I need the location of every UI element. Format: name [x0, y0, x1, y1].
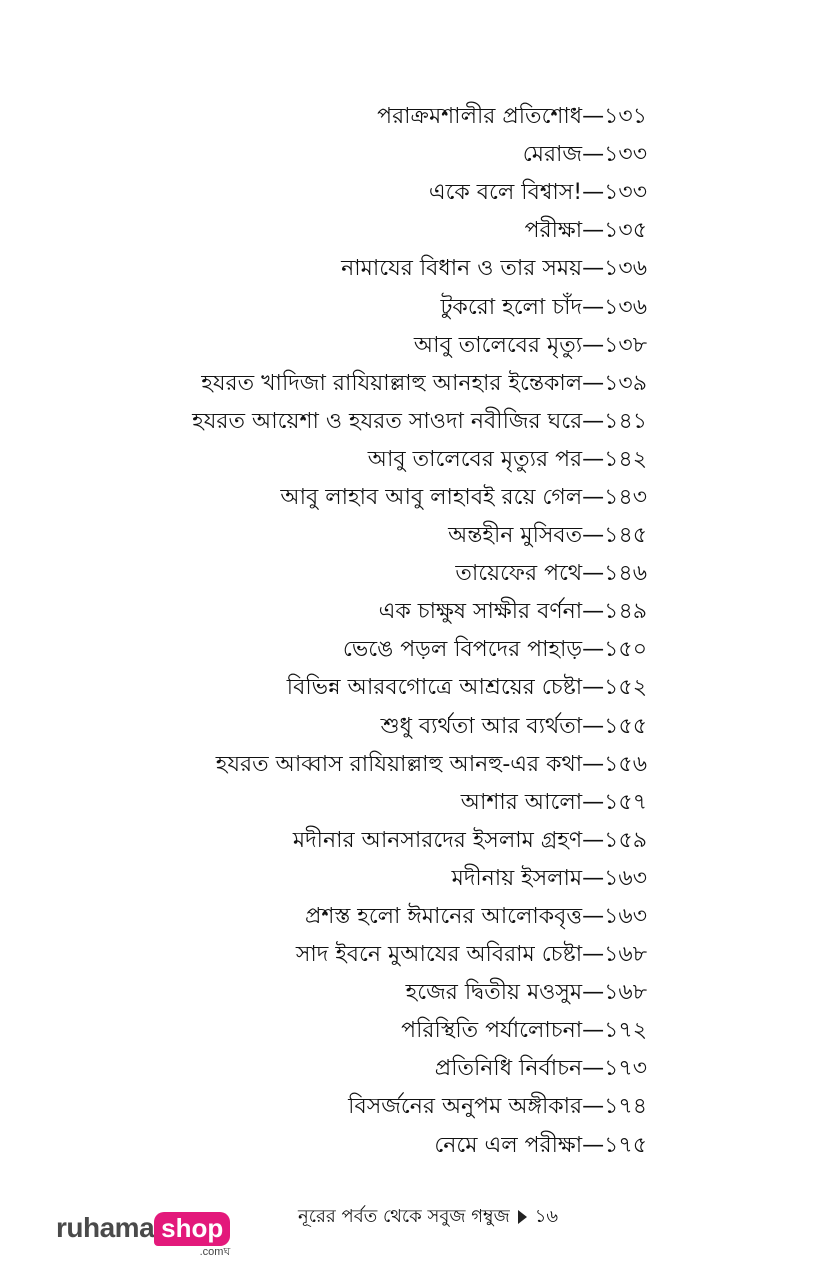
toc-entry — [87, 974, 647, 1012]
toc-entry-title: বিসর্জনের অনুপম অঙ্গীকার — [348, 1094, 583, 1120]
toc-entry — [87, 327, 647, 365]
toc-entry — [87, 555, 647, 593]
toc-entry — [87, 1012, 647, 1050]
toc-entry-title: হযরত খাদিজা রাযিয়াল্লাহু আনহার ইন্তেকাল — [201, 370, 583, 396]
toc-entry — [87, 136, 647, 174]
toc-entry — [87, 784, 647, 822]
toc-entry-title: হযরত আব্বাস রাযিয়াল্লাহু আনহু-এর কথা — [215, 751, 583, 777]
toc-entry — [87, 1088, 647, 1126]
toc-entry-dash: — — [582, 789, 605, 815]
logo-domain-suffix: .com — [199, 1246, 224, 1258]
toc-entry — [87, 631, 647, 669]
toc-entry-title: আবু তালেবের মৃত্যু — [413, 332, 583, 358]
toc-entry — [87, 365, 647, 403]
toc-entry-dash: — — [582, 446, 605, 472]
toc-entry-title: হযরত আয়েশা ও হযরত সাওদা নবীজির ঘরে — [192, 408, 583, 434]
logo-text-shop: shop — [154, 1212, 230, 1246]
toc-entry — [87, 708, 647, 746]
toc-entry — [87, 517, 647, 555]
toc-entry-page: ১৪৩ — [604, 484, 647, 510]
toc-entry-dash: — — [582, 865, 605, 891]
toc-entry-page: ১৭৪ — [604, 1094, 647, 1120]
toc-entry-dash: — — [582, 1132, 605, 1158]
toc-entry-dash: — — [582, 370, 605, 396]
toc-entry-page: ১৪৫ — [604, 523, 647, 549]
toc-entry-dash: — — [582, 1018, 605, 1044]
running-footer — [298, 1202, 558, 1232]
toc-entry-page: ১৪২ — [604, 446, 647, 472]
toc-entry-page: ১৩১ — [604, 104, 647, 130]
toc-entry — [87, 212, 647, 250]
toc-entry-title: ভেঙে পড়ল বিপদের পাহাড় — [342, 637, 583, 663]
toc-entry-page: ১৪৯ — [604, 599, 647, 625]
toc-entry — [87, 98, 647, 136]
toc-entry-page: ১৭২ — [604, 1018, 647, 1044]
toc-entry-title: মদীনার আনসারদের ইসলাম গ্রহণ — [292, 827, 583, 853]
logo-domain — [200, 1246, 231, 1258]
toc-entry-dash: — — [582, 523, 605, 549]
table-of-contents — [87, 98, 647, 1165]
toc-entry-page: ১৪৬ — [604, 561, 647, 587]
toc-entry — [87, 746, 647, 784]
toc-entry-title: বিভিন্ন আরবগোত্রে আশ্রয়ের চেষ্টা — [286, 675, 583, 701]
toc-entry-page: ১৬৩ — [604, 865, 647, 891]
triangle-right-icon — [518, 1210, 527, 1224]
toc-entry-page: ১৭৫ — [604, 1132, 647, 1158]
toc-entry-title: সাদ ইবনে মুআযের অবিরাম চেষ্টা — [295, 942, 583, 968]
toc-entry-dash: — — [582, 256, 605, 282]
toc-entry-dash: — — [582, 751, 605, 777]
toc-entry-dash: — — [582, 980, 605, 1006]
toc-entry-title: প্রতিনিধি নির্বাচন — [434, 1056, 583, 1082]
toc-entry-dash: — — [582, 180, 605, 206]
toc-entry — [87, 898, 647, 936]
toc-entry — [87, 669, 647, 707]
toc-entry-page: ১৬৮ — [604, 942, 647, 968]
toc-entry — [87, 936, 647, 974]
toc-entry-dash: — — [582, 827, 605, 853]
toc-entry-page: ১৫০ — [604, 637, 647, 663]
toc-entry — [87, 288, 647, 326]
toc-entry-page: ১৬৮ — [604, 980, 647, 1006]
toc-entry — [87, 250, 647, 288]
toc-entry-page: ১৫৬ — [604, 751, 647, 777]
toc-entry-page: ১৪১ — [604, 408, 647, 434]
logo-domain-glyph: ঘ — [223, 1246, 231, 1258]
toc-entry-page: ১৩৫ — [604, 218, 647, 244]
toc-entry-page: ১৩৬ — [604, 256, 647, 282]
toc-entry — [87, 403, 647, 441]
toc-entry-title: আবু তালেবের মৃত্যুর পর — [367, 446, 583, 472]
toc-entry — [87, 174, 647, 212]
toc-entry-dash: — — [582, 218, 605, 244]
toc-entry-title: আবু লাহাব আবু লাহাবই রয়ে গেল — [280, 484, 583, 510]
toc-entry-title: টুকরো হলো চাঁদ — [440, 294, 583, 320]
toc-entry-dash: — — [582, 408, 605, 434]
toc-entry-title: একে বলে বিশ্বাস! — [428, 180, 583, 206]
page-number: ১৬ — [534, 1206, 559, 1227]
toc-entry-title: পরিস্থিতি পর্যালোচনা — [401, 1018, 583, 1044]
toc-entry-page: ১৫৫ — [604, 713, 647, 739]
book-title: নূরের পর্বত থেকে সবুজ গম্বুজ — [298, 1206, 510, 1227]
toc-entry-dash: — — [582, 675, 605, 701]
toc-entry-page: ১৭৩ — [604, 1056, 647, 1082]
toc-entry — [87, 479, 647, 517]
toc-entry-page: ১৫৭ — [604, 789, 647, 815]
toc-entry-title: আশার আলো — [460, 789, 583, 815]
toc-entry-title: তায়েফের পথে — [455, 561, 583, 587]
toc-entry-dash: — — [582, 294, 605, 320]
toc-entry-title: মেরাজ — [522, 142, 583, 168]
toc-entry-title: মদীনায় ইসলাম — [451, 865, 583, 891]
toc-entry-title: প্রশস্ত হলো ঈমানের আলোকবৃত্ত — [305, 904, 583, 930]
toc-entry-dash: — — [582, 332, 605, 358]
toc-entry-page: ১৩৩ — [604, 180, 647, 206]
toc-entry-page: ১৬৩ — [604, 904, 647, 930]
toc-entry-dash: — — [582, 1056, 605, 1082]
logo-badge — [154, 1210, 230, 1258]
toc-entry-dash: — — [582, 904, 605, 930]
toc-entry-page: ১৫৯ — [604, 827, 647, 853]
toc-entry — [87, 593, 647, 631]
toc-entry — [87, 822, 647, 860]
toc-entry-title: অন্তহীন মুসিবত — [448, 523, 583, 549]
toc-entry — [87, 441, 647, 479]
toc-entry — [87, 860, 647, 898]
toc-entry-page: ১৩৬ — [604, 294, 647, 320]
toc-entry — [87, 1127, 647, 1165]
toc-entry-title: এক চাক্ষুষ সাক্ষীর বর্ণনা — [378, 599, 583, 625]
toc-entry-title: পরীক্ষা — [524, 218, 583, 244]
toc-entry-title: হজের দ্বিতীয় মওসুম — [405, 980, 583, 1006]
toc-entry-title: পরাক্রমশালীর প্রতিশোধ — [377, 104, 583, 130]
toc-entry-dash: — — [582, 484, 605, 510]
ruhamashop-logo — [56, 1210, 230, 1258]
toc-entry-dash: — — [582, 1094, 605, 1120]
toc-entry-dash: — — [582, 713, 605, 739]
toc-entry-dash: — — [582, 599, 605, 625]
toc-entry-page: ১৩৩ — [604, 142, 647, 168]
toc-entry-dash: — — [582, 942, 605, 968]
toc-entry-page: ১৩৯ — [604, 370, 647, 396]
toc-entry-dash: — — [582, 104, 605, 130]
toc-entry-dash: — — [582, 637, 605, 663]
toc-entry-page: ১৫২ — [604, 675, 647, 701]
toc-entry-dash: — — [582, 142, 605, 168]
toc-entry-title: নামাযের বিধান ও তার সময় — [341, 256, 583, 282]
toc-entry-title: নেমে এল পরীক্ষা — [434, 1132, 583, 1158]
toc-entry — [87, 1050, 647, 1088]
toc-entry-title: শুধু ব্যর্থতা আর ব্যর্থতা — [380, 713, 583, 739]
toc-entry-page: ১৩৮ — [604, 332, 647, 358]
logo-text-ruhama: ruhama — [56, 1212, 155, 1243]
toc-entry-dash: — — [582, 561, 605, 587]
